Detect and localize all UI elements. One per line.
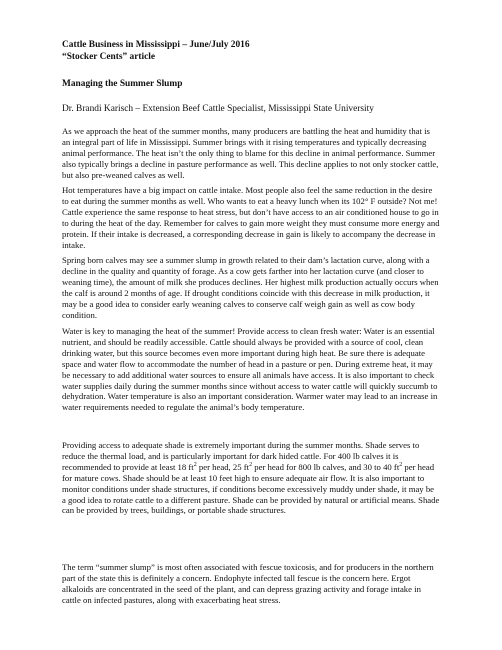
superscript-2: 2 (249, 461, 253, 468)
paragraph-fescue: The term “summer slump” is most often associated with fescue toxicosis, and for producers in the northern part of the state this is definitely a concern. Endophyte infected tall fescue is the concern here. Ergot alkaloids are concentrated in the seed of the plant, and can depress grazing activity and forage intake in cattle on infected pastures, along with exacerbating heat stress. (62, 562, 434, 605)
column-name: “Stocker Cents” article (62, 51, 156, 62)
paragraph-water: Water is key to managing the heat of the summer! Provide access to clean fresh water: Water is an essential nutrient, and should be readily accessible. Cattle should always be provided with a source of cool, clean drinking water, but this source becomes even more important during high heat. Be sure there is adequate space and water flow to accommodate the number of head in a pasture or pen. During extreme heat, it may be necessary to add additional water sources to ensure all animals have access. It is also important to check water supplies daily during the summer months since without access to water cattle will quickly succumb to dehydration. Water temperature is also an important consideration. Warmer water may lead to an increase in water requirements needed to regulate the animal’s body temperature. (62, 326, 438, 413)
newsletter-title: Cattle Business in Mississippi – June/July 2016 (62, 40, 250, 50)
superscript-2: 2 (193, 461, 197, 468)
shade-text-4: per head for mature cows. Shade should be at least 10 feet high to ensure adequate air flow. It is also important to monitor conditions under shade structures, if conditions become excessively muddy under shade, it may be a good idea to rotate cattle to a different pasture. Shade can be provided by natural or artificial means. Shade can be provided by trees, buildings, or portable shade structures. (62, 461, 440, 516)
paragraph-intro: As we approach the heat of the summer months, many producers are battling the heat and humidity that is an integral part of life in Mississippi. Summer brings with it rising temperatures and typically decreasing animal performance. The heat isn’t the only thing to blame for this decline in animal performance. Summer also typically brings a decline in pasture performance as well. This decline applies to not only stocker cattle, but also pre-weaned calves as well. (62, 126, 439, 180)
shade-text-3: per head for 800 lb calves, and 30 to 40 ft (252, 461, 400, 472)
superscript-2: 2 (399, 461, 403, 468)
article-header (62, 40, 250, 63)
article-title: Managing the Summer Slump (62, 79, 183, 89)
shade-text-1: Providing access to adequate shade is extremely important during the summer months. Shade serves to reduce the thermal load, and is particularly important for dark hided cattle. For 400 lb calves it is recommended to provide at least 18 ft (62, 440, 420, 472)
author-line: Dr. Brandi Karisch – Extension Beef Cattle Specialist, Mississippi State University (62, 104, 374, 114)
shade-text-2: per head, 25 ft (196, 461, 250, 472)
paragraph-intake: Hot temperatures have a big impact on cattle intake. Most people also feel the same reduction in the desire to eat during the summer months as well. Who wants to eat a heavy lunch when its 102° F outside? Not me! Cattle experience the same response to heat stress, but don’t have access to an air conditioned house to go in to during the heat of the day. Remember for calves to gain more weight they must consume more energy and protein. If their intake is decreased, a corresponding decrease in gain is likely to accompany the decrease in intake. (62, 185, 440, 250)
paragraph-shade (62, 440, 440, 516)
paragraph-lactation: Spring born calves may see a summer slump in growth related to their dam’s lactation curve, along with a decline in the quality and quantity of forage. As a cow gets farther into her lactation curve (and closer to weaning time), the amount of milk she produces declines. Her highest milk production actually occurs when the calf is around 2 months of age. If drought conditions coincide with this decrease in milk production, it may be a good idea to consider early weaning calves to conserve calf weigh gain as well as cow body condition. (62, 255, 439, 320)
